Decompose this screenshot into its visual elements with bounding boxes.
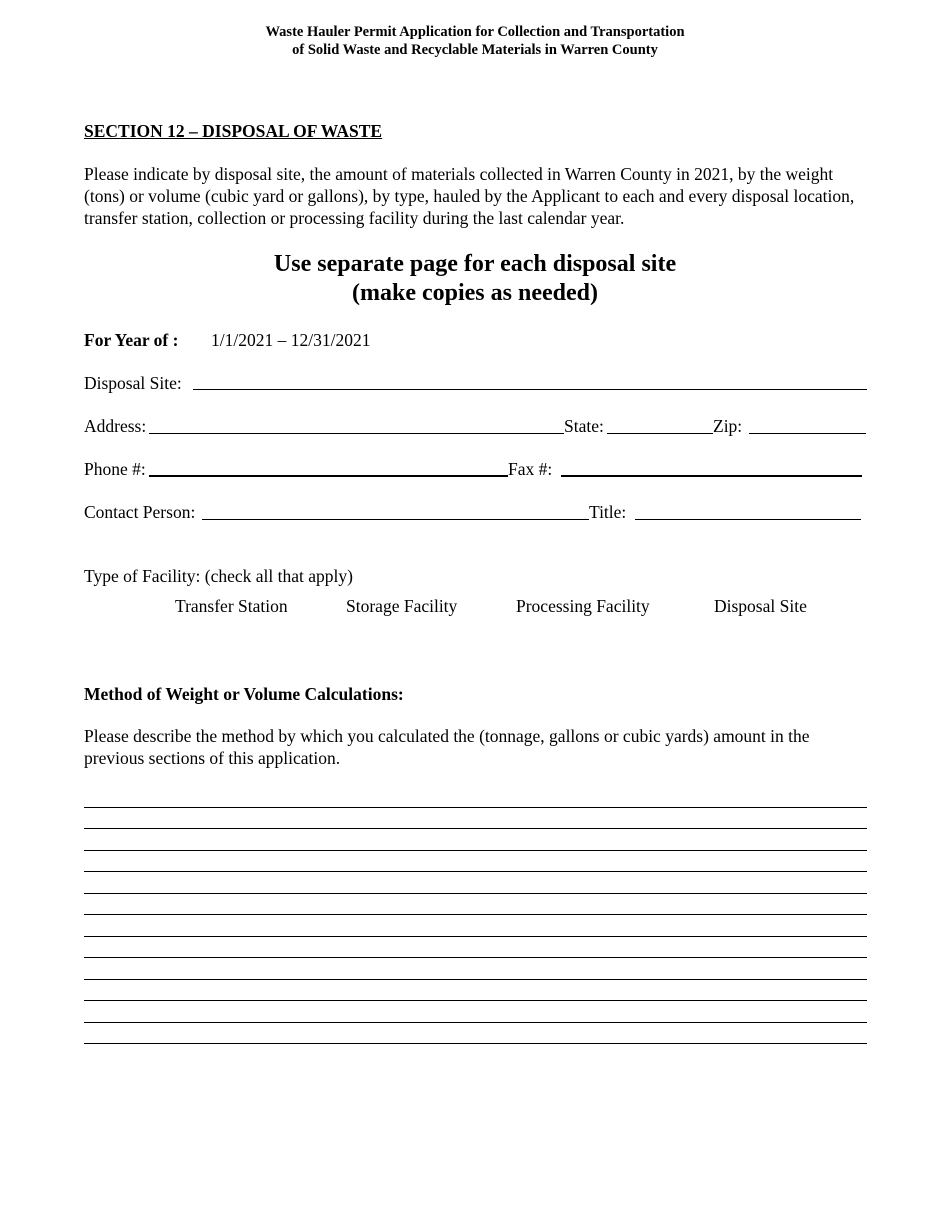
zip-field[interactable] — [749, 433, 866, 434]
title-label: Title: — [589, 502, 627, 522]
method-answer-line[interactable] — [84, 1023, 867, 1045]
facility-option-storage-facility[interactable]: Storage Facility — [346, 596, 458, 616]
title-field[interactable] — [635, 519, 861, 520]
section-title: SECTION 12 – DISPOSAL OF WASTE — [84, 121, 383, 141]
method-answer-line[interactable] — [84, 894, 867, 916]
method-answer-line[interactable] — [84, 1001, 867, 1023]
state-label: State: — [564, 416, 604, 436]
document-header-line1: Waste Hauler Permit Application for Collection and Transportation — [265, 24, 685, 40]
method-answer-line[interactable] — [84, 915, 867, 937]
method-answer-line[interactable] — [84, 829, 867, 851]
state-field[interactable] — [607, 433, 713, 434]
method-answer-line[interactable] — [84, 958, 867, 980]
fax-label: Fax #: — [508, 459, 553, 479]
method-answer-line[interactable] — [84, 808, 867, 830]
method-answer-line[interactable] — [84, 980, 867, 1002]
notice-line1: Use separate page for each disposal site — [273, 251, 677, 277]
fax-field[interactable] — [561, 475, 862, 477]
method-heading: Method of Weight or Volume Calculations: — [84, 684, 404, 704]
disposal-site-label: Disposal Site: — [84, 373, 182, 393]
method-answer-line[interactable] — [84, 851, 867, 873]
year-label: For Year of : — [84, 330, 179, 350]
phone-field[interactable] — [149, 475, 508, 477]
address-label: Address: — [84, 416, 147, 436]
facility-type-label: Type of Facility: (check all that apply) — [84, 566, 353, 586]
method-answer-line[interactable] — [84, 872, 867, 894]
facility-option-transfer-station[interactable]: Transfer Station — [175, 596, 288, 616]
address-field[interactable] — [149, 433, 564, 434]
zip-label: Zip: — [713, 416, 743, 436]
method-answer-line[interactable] — [84, 937, 867, 959]
section-intro: Please indicate by disposal site, the amount of materials collected in Warren County in 2021, by the weight (tons) or volume (cubic yard or gallons), by type, hauled by the Applicant to each and every disposal location, transfer station, collection or processing facility during the last calendar year. — [84, 164, 855, 228]
phone-label: Phone #: — [84, 459, 146, 479]
contact-person-label: Contact Person: — [84, 502, 196, 522]
disposal-site-field[interactable] — [193, 389, 867, 390]
facility-option-processing-facility[interactable]: Processing Facility — [516, 596, 650, 616]
document-header-line2: of Solid Waste and Recyclable Materials in Warren County — [292, 42, 658, 58]
method-answer-line[interactable] — [84, 786, 867, 808]
method-description: Please describe the method by which you calculated the (tonnage, gallons or cubic yards) amount in the previous sections of this application. — [84, 726, 810, 768]
facility-option-disposal-site[interactable]: Disposal Site — [714, 596, 807, 616]
contact-person-field[interactable] — [202, 519, 589, 520]
year-value: 1/1/2021 – 12/31/2021 — [211, 330, 371, 350]
method-answer-area[interactable] — [84, 786, 867, 1044]
notice-line2: (make copies as needed) — [352, 280, 598, 306]
